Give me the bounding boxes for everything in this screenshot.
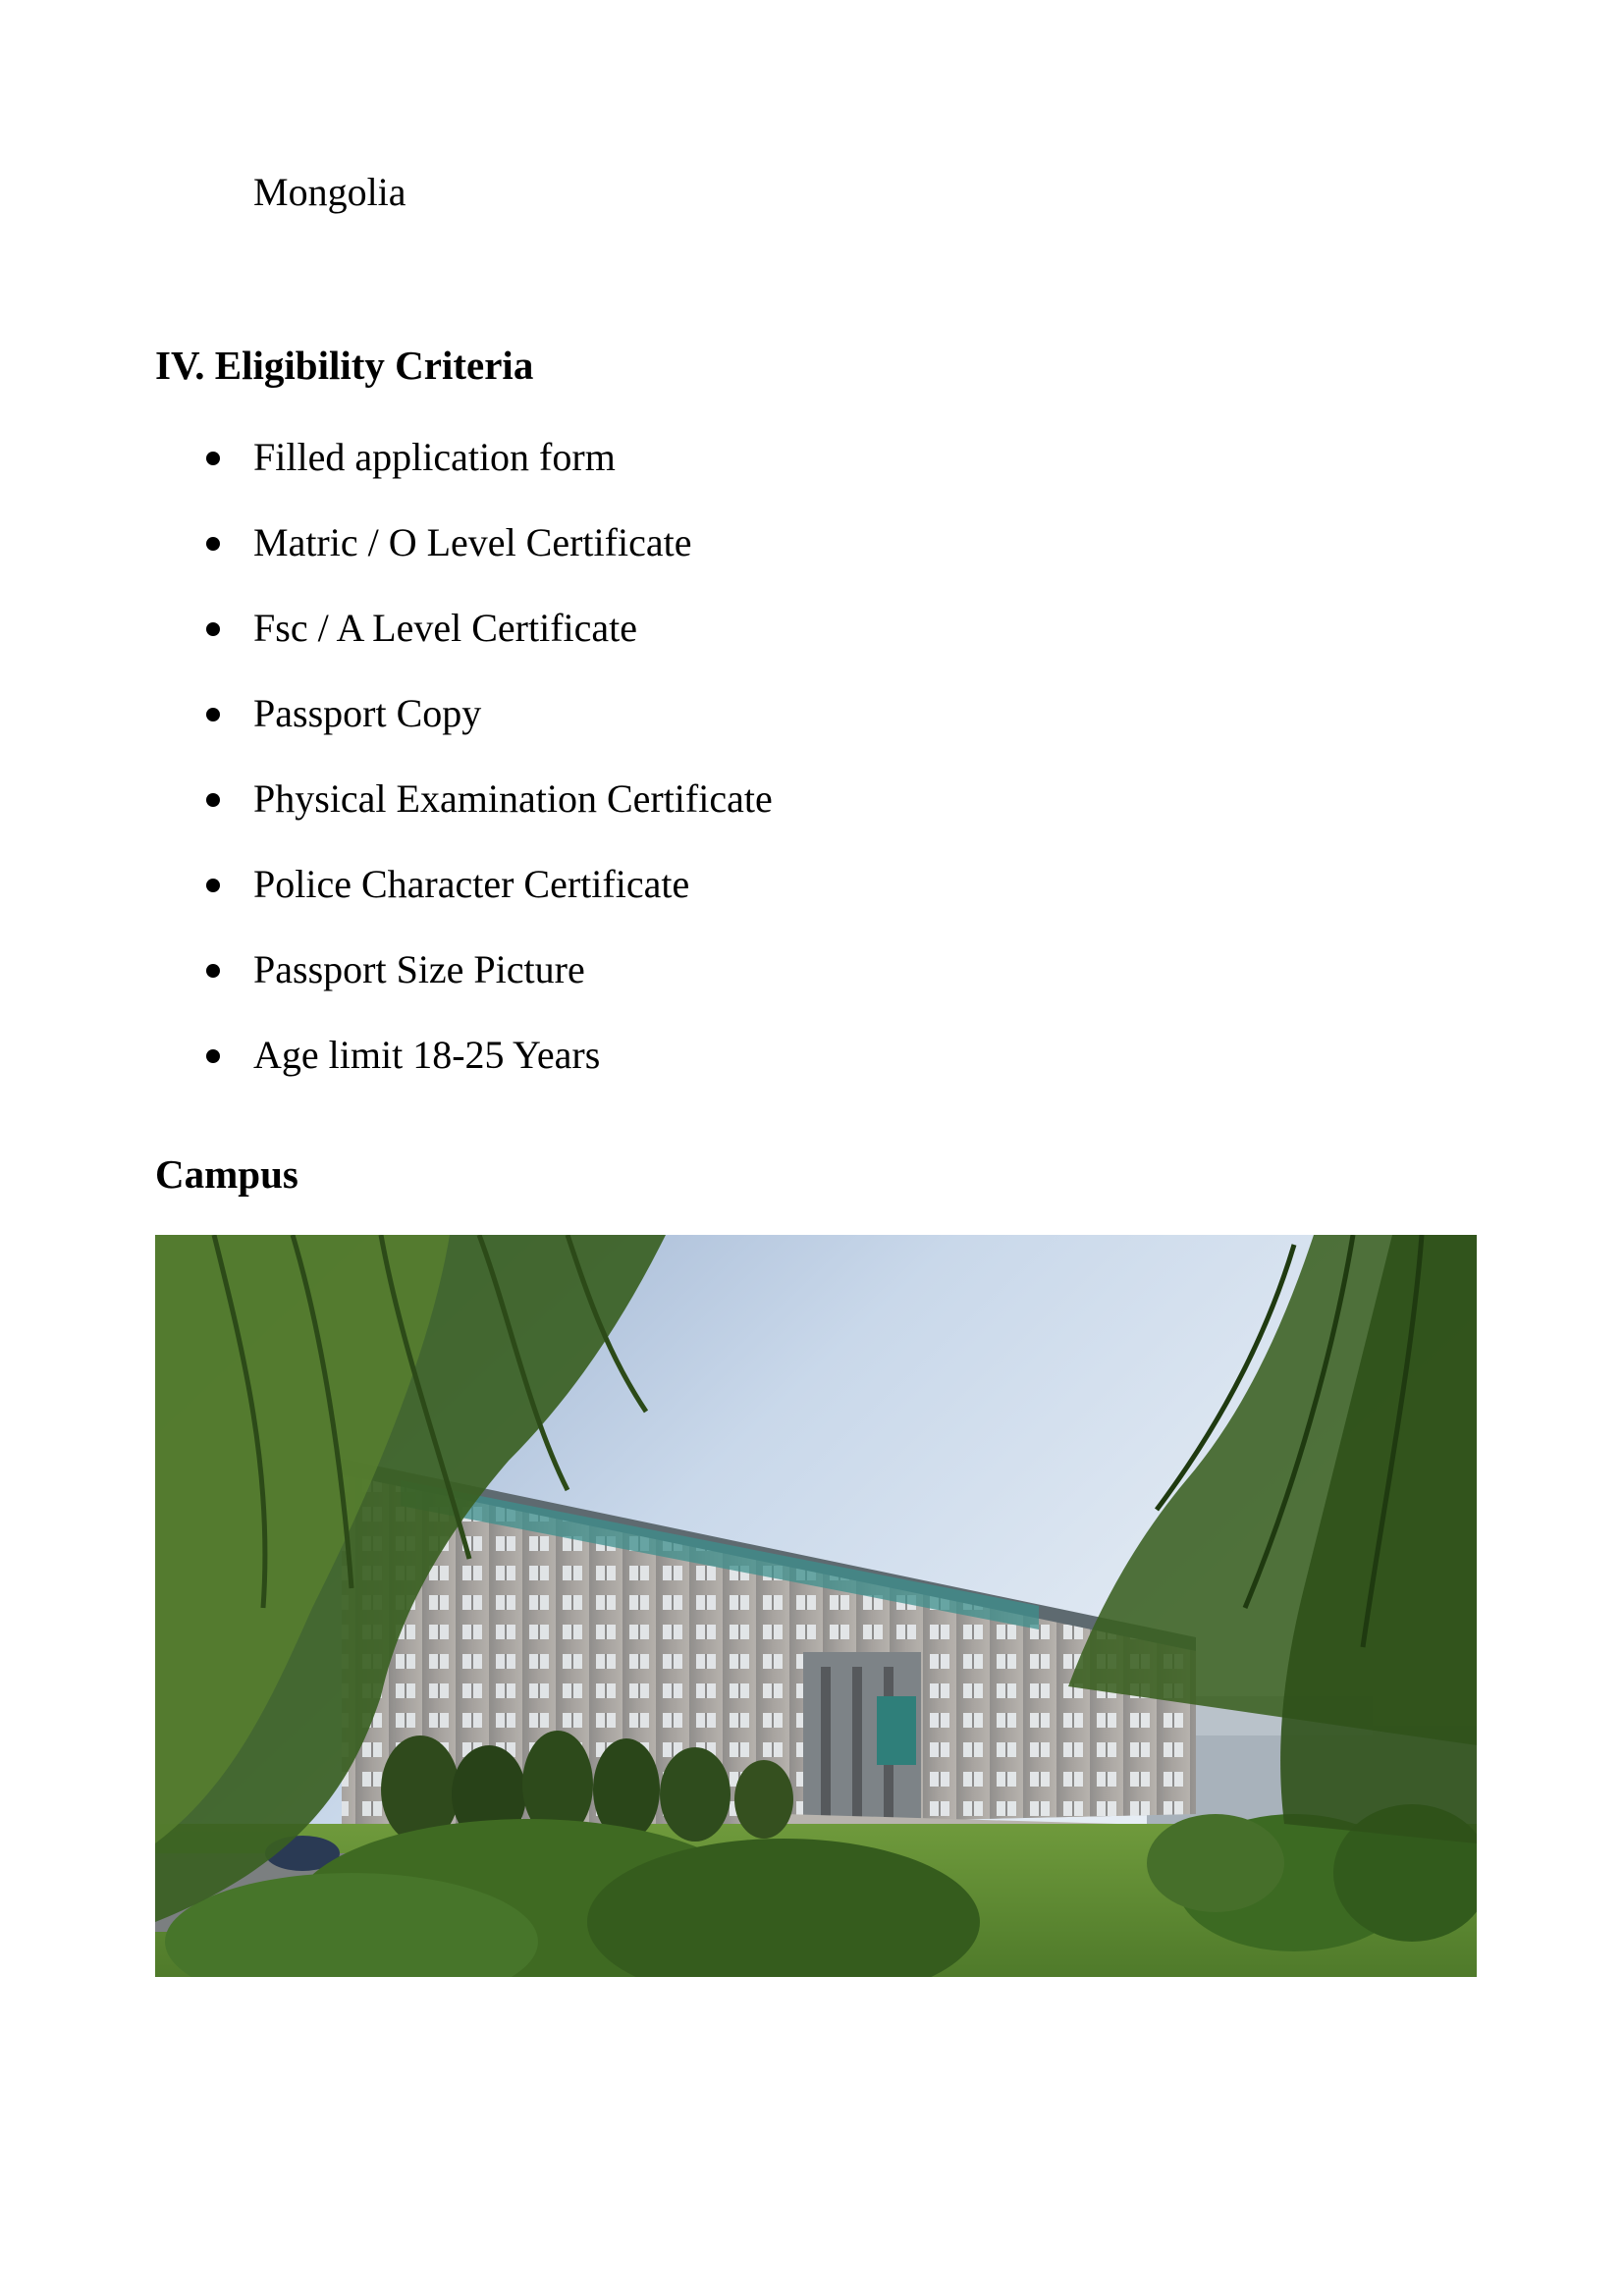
bullet-icon — [206, 452, 220, 465]
bullet-icon — [206, 1049, 220, 1063]
list-item-text: Filled application form — [253, 435, 616, 479]
list-item-text: Fsc / A Level Certificate — [253, 606, 637, 650]
bullet-icon — [206, 537, 220, 551]
list-item-text: Passport Copy — [253, 691, 482, 735]
list-item-text: Age limit 18-25 Years — [253, 1033, 601, 1077]
campus-heading: Campus — [155, 1151, 298, 1197]
bullet-icon — [206, 964, 220, 978]
bullet-icon — [206, 793, 220, 807]
bullet-icon — [206, 879, 220, 892]
bullet-icon — [206, 622, 220, 636]
list-item-text: Police Character Certificate — [253, 862, 690, 906]
campus-photo — [155, 1235, 1477, 1977]
list-item-text: Passport Size Picture — [253, 947, 585, 991]
bullet-icon — [206, 708, 220, 721]
continuation-text: Mongolia — [253, 170, 406, 214]
eligibility-heading: IV. Eligibility Criteria — [155, 343, 534, 388]
list-item-text: Matric / O Level Certificate — [253, 520, 692, 564]
list-item-text: Physical Examination Certificate — [253, 776, 773, 821]
